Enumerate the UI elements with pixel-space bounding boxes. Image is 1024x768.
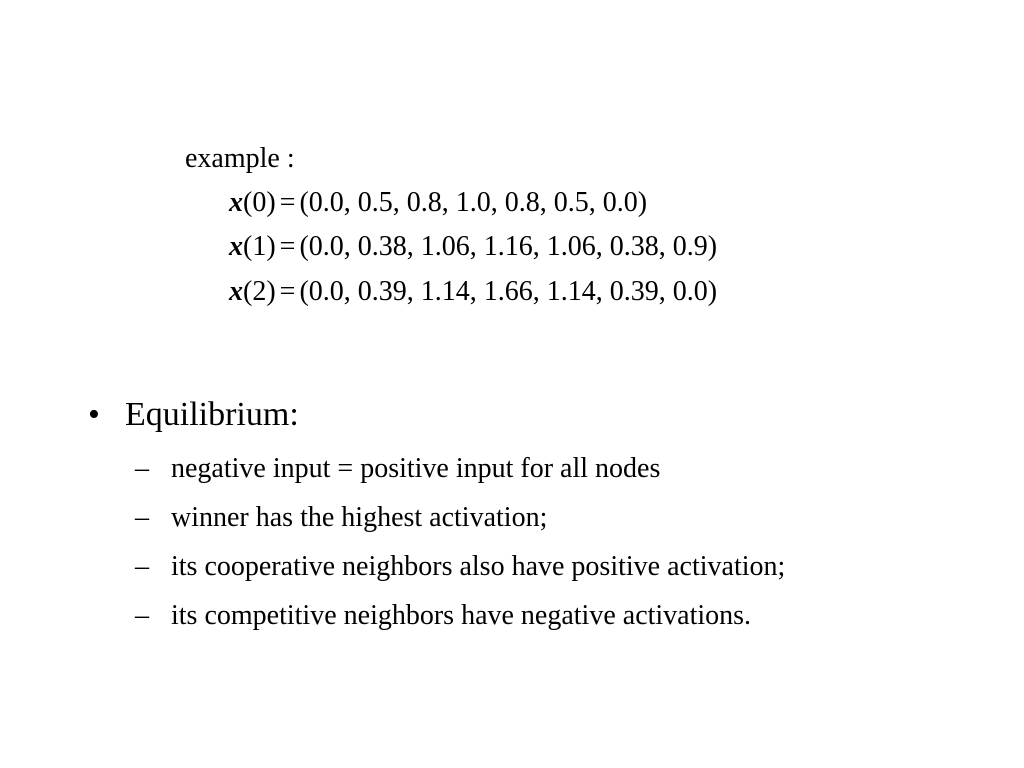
equation-value: (0.0, 0.5, 0.8, 1.0, 0.8, 0.5, 0.0) — [299, 187, 648, 218]
sub-bullet-marker: – — [135, 600, 149, 631]
equation-variable: x — [229, 276, 243, 307]
bullet-marker: • — [88, 396, 100, 433]
sub-bullet-item — [135, 501, 785, 550]
sub-bullet-text: its competitive neighbors have negative activations. — [171, 600, 752, 631]
equation-equals: = — [279, 187, 296, 218]
sub-bullet-text: negative input = positive input for all nodes — [171, 453, 661, 484]
equation-equals: = — [279, 276, 296, 307]
sub-bullet-marker: – — [135, 453, 149, 484]
equation-x1 — [229, 230, 717, 264]
equation-variable: x — [229, 231, 243, 262]
sub-bullet-marker: – — [135, 502, 149, 533]
sub-bullet-item — [135, 599, 785, 648]
sub-bullet-item — [135, 452, 785, 501]
bullet-text: Equilibrium: — [125, 396, 299, 433]
sub-bullet-text: its cooperative neighbors also have positive activation; — [171, 551, 786, 582]
equation-argument: (0) — [243, 187, 276, 218]
sub-bullet-item — [135, 550, 785, 599]
example-label: example : — [185, 143, 295, 174]
sub-bullet-marker: – — [135, 551, 149, 582]
equation-x0 — [229, 186, 647, 220]
bullet-equilibrium — [88, 395, 299, 435]
sub-bullet-list — [135, 452, 785, 648]
equation-x2 — [229, 275, 717, 309]
equation-value: (0.0, 0.38, 1.06, 1.16, 1.06, 0.38, 0.9) — [299, 231, 718, 262]
equation-variable: x — [229, 187, 243, 218]
equation-argument: (1) — [243, 231, 276, 262]
equation-argument: (2) — [243, 276, 276, 307]
equation-equals: = — [279, 231, 296, 262]
equation-value: (0.0, 0.39, 1.14, 1.66, 1.14, 0.39, 0.0) — [299, 276, 718, 307]
sub-bullet-text: winner has the highest activation; — [171, 502, 548, 533]
